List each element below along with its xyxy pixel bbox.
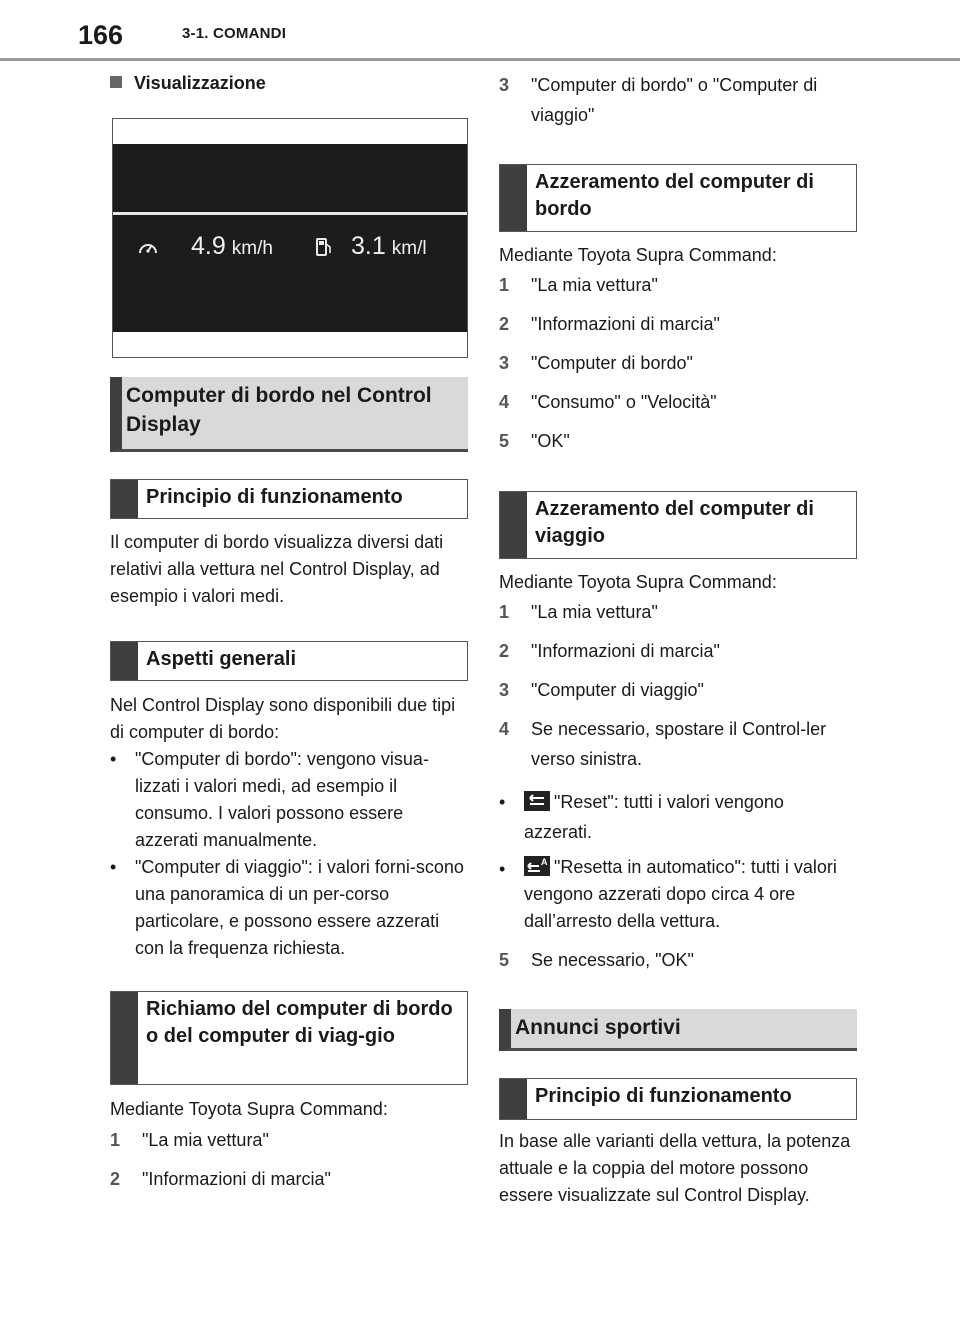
auto-reset-icon [524, 856, 550, 876]
page-number: 166 [78, 20, 124, 50]
step-item: 2 "Informazioni di marcia" [499, 641, 720, 661]
paragraph-principio: Il computer di bordo visualizza diversi dati relativi alla vettura nel Control Display, ad esempio i valori medi. [110, 532, 444, 606]
paragraph-azzeramento-viaggio: Mediante Toyota Supra Command: [499, 572, 777, 592]
step-item: 5 "OK" [499, 431, 570, 451]
fuel-pump-icon [315, 236, 333, 258]
subheading-visualizzazione: Visualizzazione [110, 73, 266, 94]
reset-icon [524, 791, 550, 811]
step-item: 3 "Computer di viaggio" [499, 680, 704, 700]
heading-principio-di-funzionamento-2: Principio di funzionamento [499, 1078, 857, 1120]
list-item: • A "Resetta in automatico": tutti i valori vengono azzerati dopo circa 4 ore dall’arresto della vettura. [499, 857, 837, 931]
heading-richiamo: Richiamo del computer di bordo o del computer di viag-gio [110, 991, 468, 1085]
step-item: 4 Se necessario, spostare il Control-ler verso sinistra. [499, 719, 827, 769]
square-bullet-icon [110, 76, 122, 88]
list-item: • "Computer di bordo": vengono visua-lizzati i valori medi, ad esempio il consumo. I valori possono essere azzerati manualmente. [110, 749, 429, 850]
list-item: • "Reset": tutti i valori vengono azzerati. [499, 792, 784, 842]
chapter-title: 3-1. COMANDI [182, 25, 287, 42]
paragraph-principio-2: In base alle varianti della vettura, la potenza attuale e la coppia del motore possono essere visualizzate sul Control Display. [499, 1131, 851, 1205]
section-title-annunci-sportivi: Annunci sportivi [499, 1009, 857, 1051]
step-item: 5 Se necessario, "OK" [499, 950, 694, 970]
paragraph-richiamo: Mediante Toyota Supra Command: [110, 1099, 388, 1119]
speedometer-icon [137, 238, 159, 258]
display-divider [113, 212, 467, 215]
display-consumption-value: 3.1 km/l [351, 232, 427, 260]
step-item: 2 "Informazioni di marcia" [499, 314, 720, 334]
section-title-computer-di-bordo: Computer di bordo nel Control Display [110, 377, 468, 452]
svg-text:A: A [541, 857, 548, 867]
heading-principio-di-funzionamento: Principio di funzionamento [110, 479, 468, 519]
display-screen [113, 144, 467, 332]
paragraph-azzeramento-bordo: Mediante Toyota Supra Command: [499, 245, 777, 265]
display-illustration [112, 118, 468, 358]
step-item: 1 "La mia vettura" [499, 602, 658, 622]
step-item: 3 "Computer di bordo" o "Computer di viaggio" [499, 75, 818, 125]
header-divider [0, 58, 960, 61]
step-item: 1 "La mia vettura" [499, 275, 658, 295]
heading-azzeramento-viaggio: Azzeramento del computer di viaggio [499, 491, 857, 559]
display-speed-value: 4.9 km/h [191, 232, 273, 260]
step-item: 4 "Consumo" o "Velocità" [499, 392, 717, 412]
list-item: • "Computer di viaggio": i valori forni-scono una panoramica di un per-corso particolare, e possono essere azzerati con la frequenza richiesta. [110, 857, 464, 958]
step-item: 1 "La mia vettura" [110, 1130, 269, 1150]
paragraph-aspetti: Nel Control Display sono disponibili due tipi di computer di bordo: [110, 695, 456, 742]
step-item: 3 "Computer di bordo" [499, 353, 693, 373]
heading-azzeramento-bordo: Azzeramento del computer di bordo [499, 164, 857, 232]
step-item: 2 "Informazioni di marcia" [110, 1169, 331, 1189]
heading-aspetti-generali: Aspetti generali [110, 641, 468, 681]
